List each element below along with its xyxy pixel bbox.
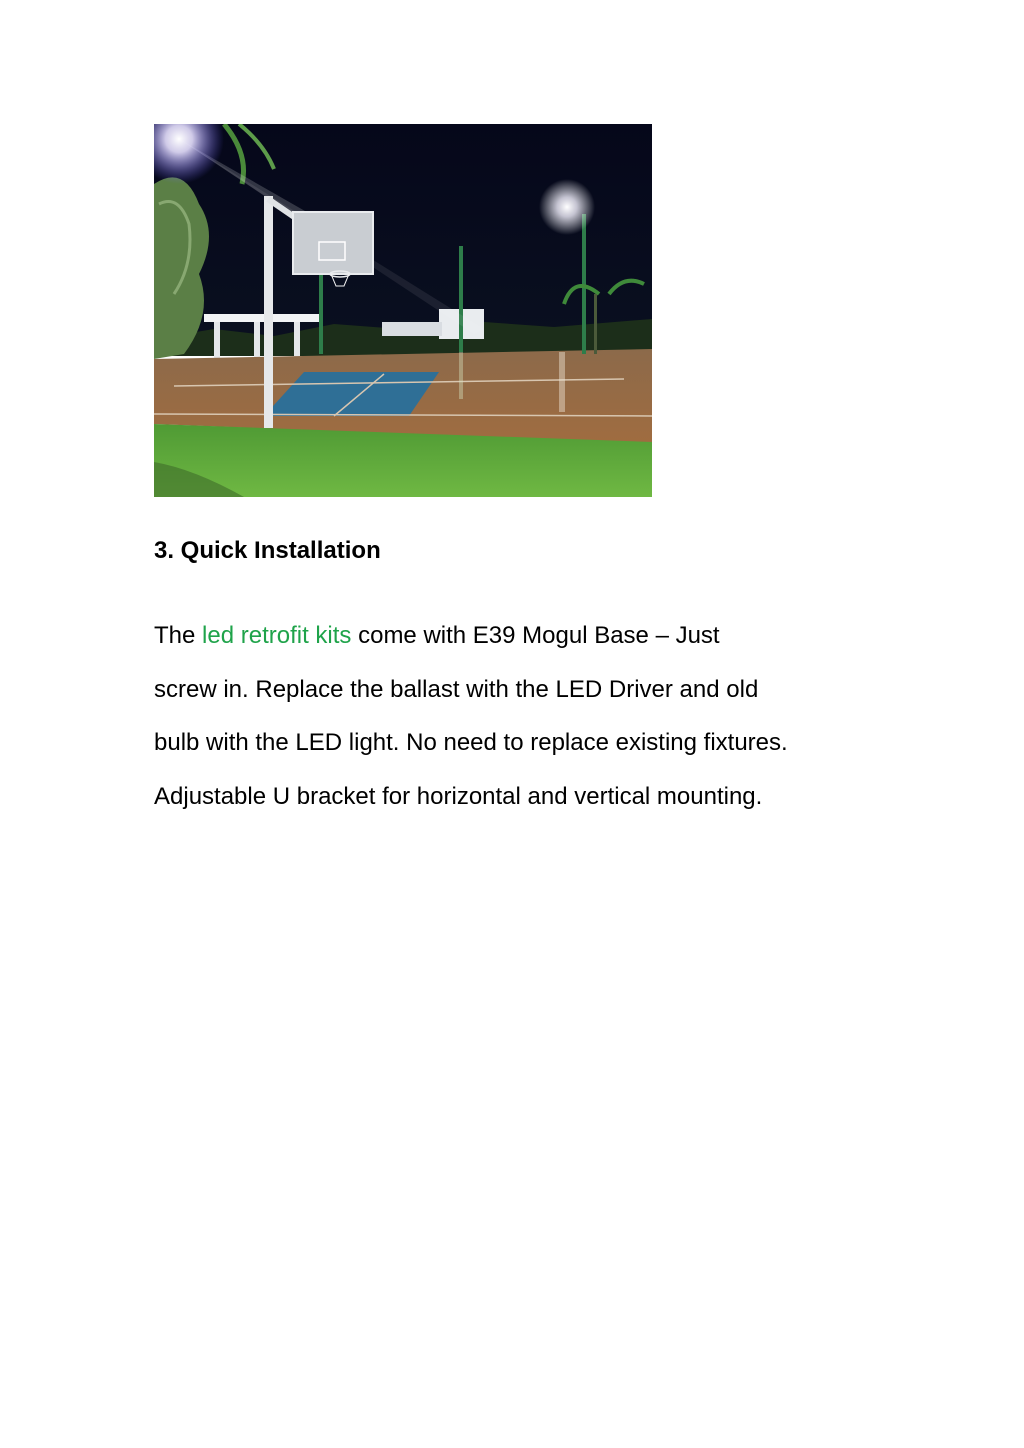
led-retrofit-kits-link[interactable]: led retrofit kits	[202, 622, 352, 649]
line1-prefix: The	[154, 622, 203, 649]
paragraph-line-4: Adjustable U bracket for horizontal and vertical mounting.	[154, 782, 763, 810]
body-paragraph	[154, 609, 914, 823]
court-photo	[154, 124, 652, 497]
section-heading: 3. Quick Installation	[154, 537, 381, 564]
paragraph-line-2: screw in. Replace the ballast with the LED Driver and old	[154, 675, 759, 703]
paragraph-line-1	[154, 609, 914, 663]
paragraph-line-3: bulb with the LED light. No need to replace existing fixtures.	[154, 729, 788, 756]
line1-suffix: come with E39 Mogul Base – Just	[351, 622, 720, 649]
